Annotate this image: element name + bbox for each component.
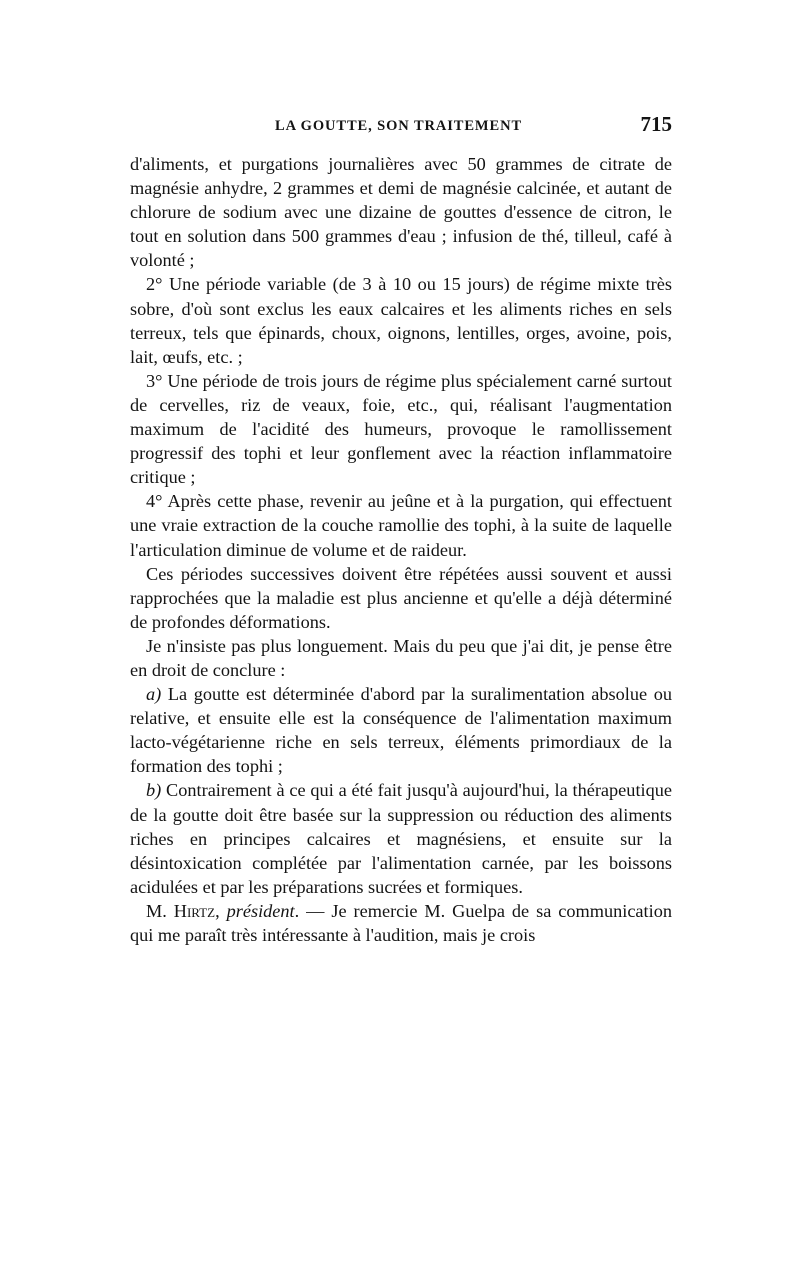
paragraph-period-4: 4° Après cette phase, revenir au jeûne et à la purgation, qui effectuent une vraie extraction de la couche ramollie des tophi, à la suite de laquelle l'articulation diminue de volume et de raideur. <box>130 491 672 560</box>
body-text <box>130 152 672 947</box>
paragraph-period-2: 2° Une période variable (de 3 à 10 ou 15 jours) de régime mixte très sobre, d'où sont exclus les eaux calcaires et les aliments riches en sels terreux, tels que épinards, choux, oignons, lentilles, orges, avoine, pois, lait, œufs, etc. ; <box>130 274 672 367</box>
conclusion-text: Contrairement à ce qui a été fait jusqu'à aujourd'hui, la thérapeutique de la goutte doit être basée sur la suppression ou réduction des aliments riches en principes calcaires et magnésiens, et ensuite sur la désintoxication complétée par l'alimentation carnée, par les boissons acidulées et par les préparations sucrées et formiques. <box>130 780 672 897</box>
page-number: 715 <box>640 112 672 136</box>
speaker-name: Hirtz <box>173 900 216 921</box>
conclusion-marker: a) <box>146 684 162 705</box>
paragraph-conclusion-intro: Je n'insiste pas plus longuement. Mais du peu que j'ai dit, je pense être en droit de conclure : <box>130 635 672 680</box>
conclusion-item-b <box>130 778 672 898</box>
speaker-prefix: M. <box>146 900 174 921</box>
paragraph-continuation: d'aliments, et purgations journalières avec 50 grammes de citrate de magnésie anhydre, 2 grammes et demi de magnésie calcinée, et autant de chlorure de sodium avec une dizaine de gouttes d'essence de citron, le tout en solution dans 500 grammes d'eau ; infusion de thé, tilleul, café à volonté ; <box>130 154 672 271</box>
intervention-text: . — Je remercie M. Guelpa de sa communication qui me paraît très intéressante à l'audition, mais je crois <box>130 900 672 945</box>
conclusion-marker: b) <box>146 780 162 801</box>
conclusion-item-a <box>130 682 672 778</box>
speaker-separator: , <box>215 900 227 921</box>
paragraph-period-3: 3° Une période de trois jours de régime plus spécialement carné surtout de cervelles, riz de veaux, foie, etc., qui, réalisant l'augmentation maximum de l'acidité des humeurs, provoque le ramollissement progressif des tophi et leur gonflement avec la réaction inflammatoire critique ; <box>130 370 672 488</box>
book-page <box>130 112 672 947</box>
running-title: LA GOUTTE, SON TRAITEMENT <box>275 118 523 134</box>
conclusion-text: La goutte est déterminée d'abord par la suralimentation absolue ou relative, et ensuite elle est la conséquence de l'alimentation maximum lacto-végétarienne riche en sels terreux, éléments primordiaux de la formation des tophi ; <box>130 684 673 777</box>
speaker-role: président <box>226 900 295 921</box>
paragraph-repetition: Ces périodes successives doivent être répétées aussi souvent et aussi rapprochées que la maladie est plus ancienne et qu'elle a déjà déterminé de profondes déformations. <box>130 563 672 632</box>
running-head <box>130 112 672 142</box>
speaker-intervention <box>130 899 672 947</box>
